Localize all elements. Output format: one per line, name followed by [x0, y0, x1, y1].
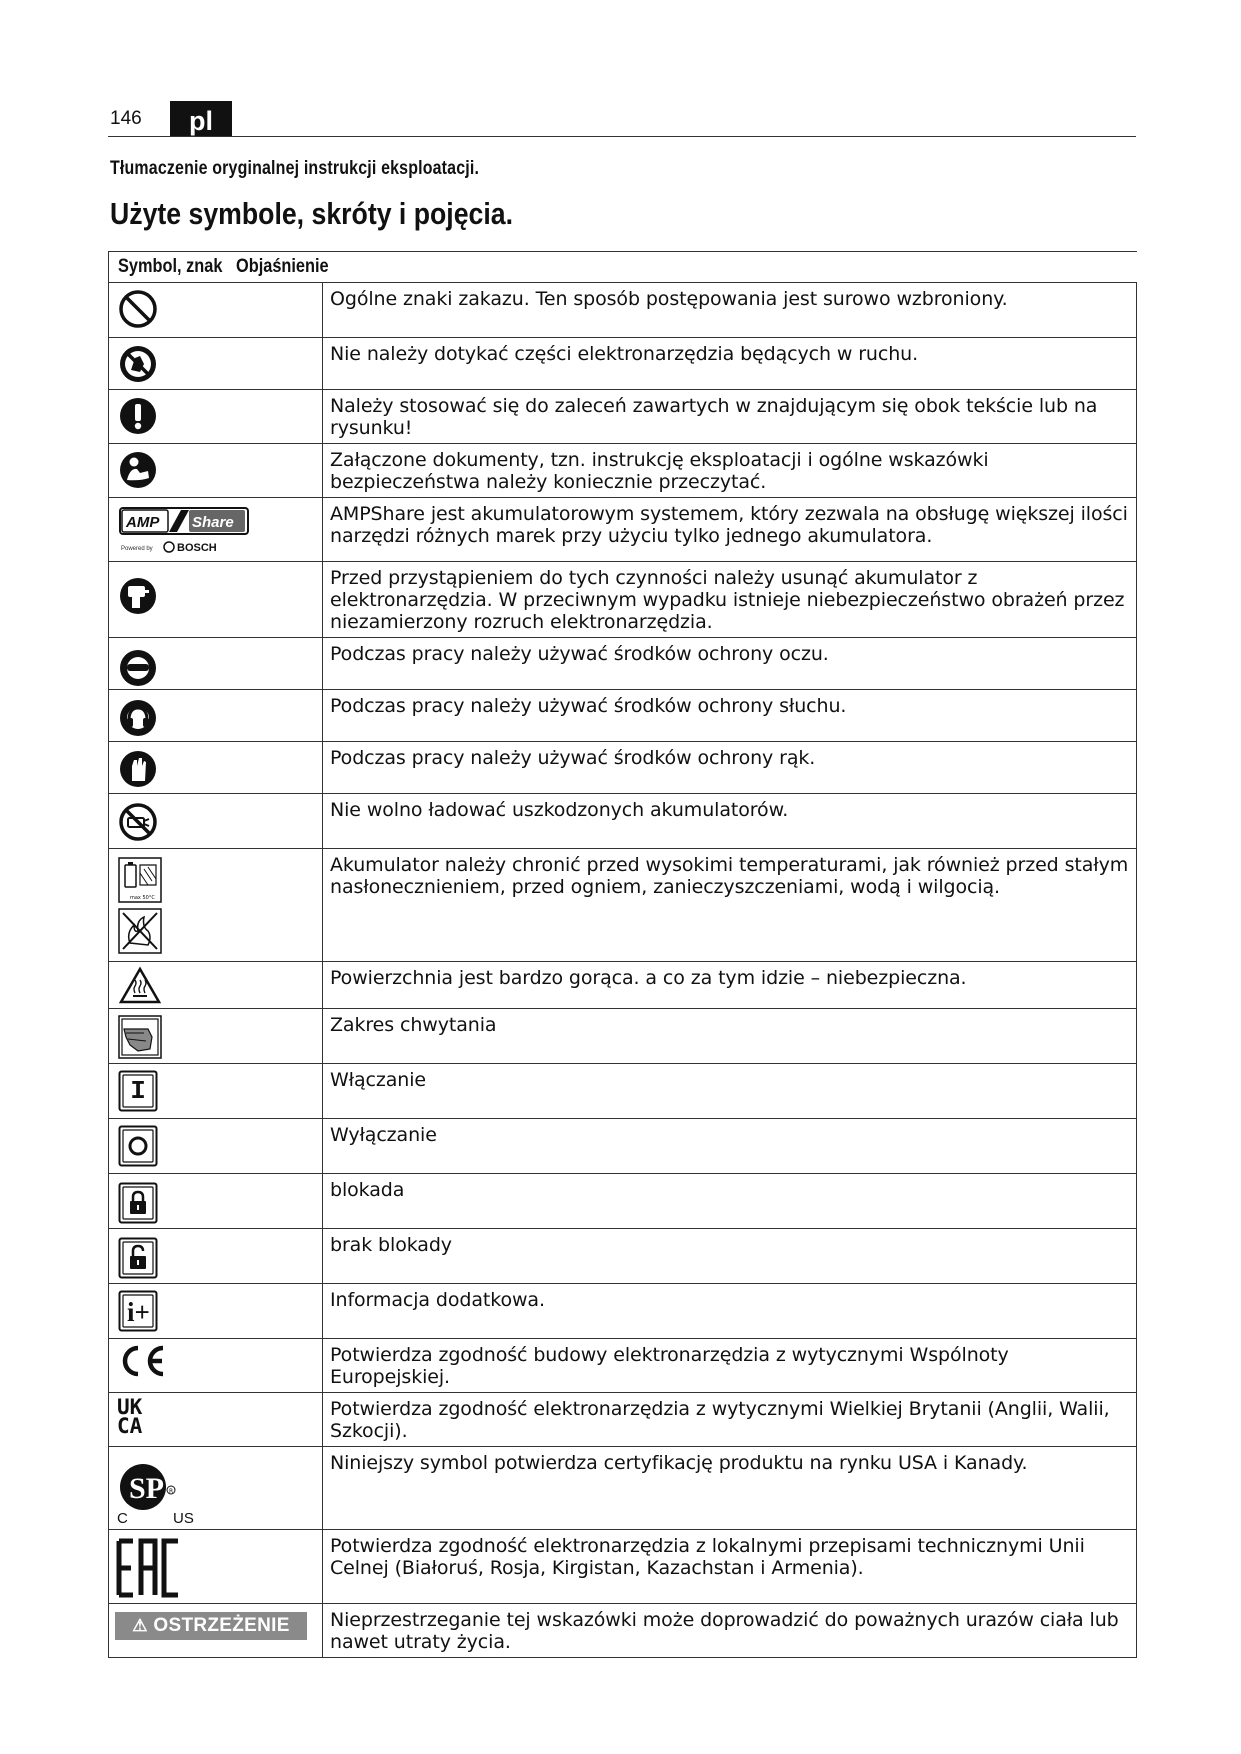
symbol-cell: [109, 562, 323, 638]
explanation-cell: Nie należy dotykać części elektronarzędzia będących w ruchu.: [323, 338, 1137, 390]
header-symbol-column: Symbol, znak: [118, 256, 223, 277]
symbol-cell: [109, 1119, 323, 1174]
language-tag: pl: [170, 101, 232, 137]
explanation-cell: Przed przystąpieniem do tych czynności należy usunąć akumulator z elektronarzędzia. W przeciwnym wypadku istnieje niebezpieczeństwo obrażeń przez niezamierzony rozruch elektronarzędzia.: [323, 562, 1137, 638]
ukca-top: UK: [117, 1395, 143, 1419]
symbol-cell: [109, 1530, 323, 1604]
explanation-cell: Niniejszy symbol potwierdza certyfikację produktu na rynku USA i Kanady.: [323, 1447, 1137, 1530]
page-number: 146: [110, 108, 142, 129]
table-row: [109, 1447, 1137, 1530]
explanation-cell: Włączanie: [323, 1064, 1137, 1119]
switch-on-icon: [118, 1070, 158, 1112]
symbol-cell: [109, 1447, 323, 1530]
symbol-cell: [109, 338, 323, 390]
no-charging-damaged-battery-icon: [118, 802, 158, 842]
ampshare-logo-text: AMP: [126, 514, 160, 531]
remove-battery-icon: [118, 576, 158, 616]
heat-sun-icon: [119, 858, 161, 902]
csa-us: US: [173, 1510, 194, 1525]
hearing-protection-icon: [118, 698, 158, 738]
table-row: [109, 1229, 1137, 1284]
symbol-cell: [109, 1604, 323, 1658]
table-header-row: [109, 252, 1137, 283]
eye-protection-icon: [118, 648, 158, 688]
explanation-cell: Akumulator należy chronić przed wysokimi temperaturami, jak również przed stałym nasłonecznieniem, przed ogniem, zanieczyszczeniami, wodą i wilgocią.: [323, 849, 1137, 962]
table-row: [109, 794, 1137, 849]
symbol-cell: [109, 1064, 323, 1119]
table-row: [109, 338, 1137, 390]
symbol-cell: [109, 1339, 323, 1393]
ampshare-logo-share: Share: [192, 514, 234, 531]
document-subtitle: Tłumaczenie oryginalnej instrukcji eksploatacji.: [110, 158, 480, 179]
header-explanation-column: Objaśnienie: [236, 256, 329, 277]
unlock-icon: [118, 1237, 158, 1279]
explanation-cell: Zakres chwytania: [323, 1009, 1137, 1064]
ukca-mark-icon: [117, 1395, 143, 1438]
svg-text:R: R: [169, 1488, 174, 1495]
table-row: [109, 444, 1137, 498]
section-title: Użyte symbole, skróty i pojęcia.: [110, 196, 514, 231]
symbol-cell: [109, 962, 323, 1009]
explanation-cell: Podczas pracy należy używać środków ochrony oczu.: [323, 638, 1137, 690]
explanation-cell: Nie wolno ładować uszkodzonych akumulatorów.: [323, 794, 1137, 849]
explanation-cell: Wyłączanie: [323, 1119, 1137, 1174]
symbol-cell: [109, 638, 323, 690]
explanation-cell: Nieprzestrzeganie tej wskazówki może doprowadzić do poważnych urazów ciała lub nawet utraty życia.: [323, 1604, 1137, 1658]
symbol-cell: [109, 444, 323, 498]
symbol-cell: [109, 1284, 323, 1339]
table-row: [109, 849, 1137, 962]
table-row: [109, 1284, 1137, 1339]
symbol-cell: [109, 849, 323, 962]
info-icon: [118, 1290, 158, 1332]
table-row: [109, 1009, 1137, 1064]
explanation-cell: Potwierdza zgodność budowy elektronarzędzia z wytycznymi Wspólnoty Europejskiej.: [323, 1339, 1137, 1393]
ampshare-brand: BOSCH: [177, 542, 217, 554]
hot-surface-icon: [118, 966, 162, 1006]
warning-signal-word-icon: [115, 1612, 307, 1640]
warning-triangle-icon: ⚠: [132, 1616, 148, 1635]
symbol-cell: [109, 390, 323, 444]
explanation-cell: Potwierdza zgodność elektronarzędzia z lokalnymi przepisami technicznymi Unii Celnej (Białoruś, Rosja, Kirgistan, Kazachstan i Armenia).: [323, 1530, 1137, 1604]
explanation-cell: Potwierdza zgodność elektronarzędzia z wytycznymi Wielkiej Brytanii (Anglii, Walii, Szkocji).: [323, 1393, 1137, 1447]
explanation-cell: Podczas pracy należy używać środków ochrony słuchu.: [323, 690, 1137, 742]
switch-off-icon: [118, 1125, 158, 1167]
fire-water-icon: [119, 909, 161, 953]
ce-mark-icon: [116, 1343, 168, 1379]
table-row: [109, 1393, 1137, 1447]
symbol-cell: [109, 1229, 323, 1284]
general-warning-exclamation-icon: [118, 396, 158, 436]
symbol-cell: [109, 498, 323, 562]
read-manual-icon: [118, 450, 158, 490]
table-row: [109, 562, 1137, 638]
explanation-cell: Ogólne znaki zakazu. Ten sposób postępowania jest surowo wzbroniony.: [323, 283, 1137, 338]
table-row: [109, 390, 1137, 444]
hand-protection-icon: [118, 749, 158, 789]
lock-icon: [118, 1182, 158, 1224]
eac-mark-icon: [116, 1537, 186, 1599]
explanation-cell: Podczas pracy należy używać środków ochrony rąk.: [323, 742, 1137, 794]
table-row: [109, 1174, 1137, 1229]
csa-symbol: SP: [129, 1472, 165, 1505]
csa-c: C: [117, 1510, 128, 1525]
table-row: [109, 283, 1137, 338]
table-row: [109, 1604, 1137, 1658]
ampshare-logo-icon: [119, 506, 253, 556]
warning-signal-word-label: OSTRZEŻENIE: [153, 1615, 290, 1636]
table-row: [109, 742, 1137, 794]
table-row: [109, 1339, 1137, 1393]
switch-on-symbol: I: [130, 1076, 146, 1106]
grip-area-icon: [118, 1015, 162, 1059]
explanation-cell: Powierzchnia jest bardzo gorąca. a co za tym idzie – niebezpieczna.: [323, 962, 1137, 1009]
table-row: [109, 638, 1137, 690]
symbols-table: [108, 251, 1137, 1658]
header-rule: [108, 136, 1136, 137]
symbol-cell: [109, 283, 323, 338]
table-row: [109, 498, 1137, 562]
table-row: [109, 690, 1137, 742]
explanation-cell: Należy stosować się do zaleceń zawartych w znajdującym się obok tekście lub na rysunku!: [323, 390, 1137, 444]
temperature-label: max 50°C: [130, 895, 155, 901]
explanation-cell: blokada: [323, 1174, 1137, 1229]
symbol-cell: [109, 794, 323, 849]
table-row: [109, 1064, 1137, 1119]
prohibition-icon: [118, 289, 158, 329]
symbol-cell: [109, 1393, 323, 1447]
symbol-cell: [109, 1174, 323, 1229]
symbol-cell: [109, 742, 323, 794]
explanation-cell: AMPShare jest akumulatorowym systemem, który zezwala na obsługę większej ilości narzędzi różnych marek przy użyciu tylko jednego akumulatora.: [323, 498, 1137, 562]
explanation-cell: brak blokady: [323, 1229, 1137, 1284]
explanation-cell: Załączone dokumenty, tzn. instrukcję eksploatacji i ogólne wskazówki bezpieczeństwa należy koniecznie przeczytać.: [323, 444, 1137, 498]
table-row: [109, 962, 1137, 1009]
battery-protection-icons: [118, 857, 164, 955]
ukca-bottom: CA: [117, 1414, 143, 1438]
do-not-touch-moving-parts-icon: [118, 344, 158, 384]
ampshare-powered-by: Powered by: [121, 546, 153, 552]
table-header: [109, 252, 1137, 283]
table-row: [109, 1119, 1137, 1174]
symbol-cell: [109, 690, 323, 742]
symbol-cell: [109, 1009, 323, 1064]
explanation-cell: Informacja dodatkowa.: [323, 1284, 1137, 1339]
csa-mark-icon: [117, 1453, 197, 1525]
table-row: [109, 1530, 1137, 1604]
info-symbol: i+: [127, 1297, 150, 1327]
